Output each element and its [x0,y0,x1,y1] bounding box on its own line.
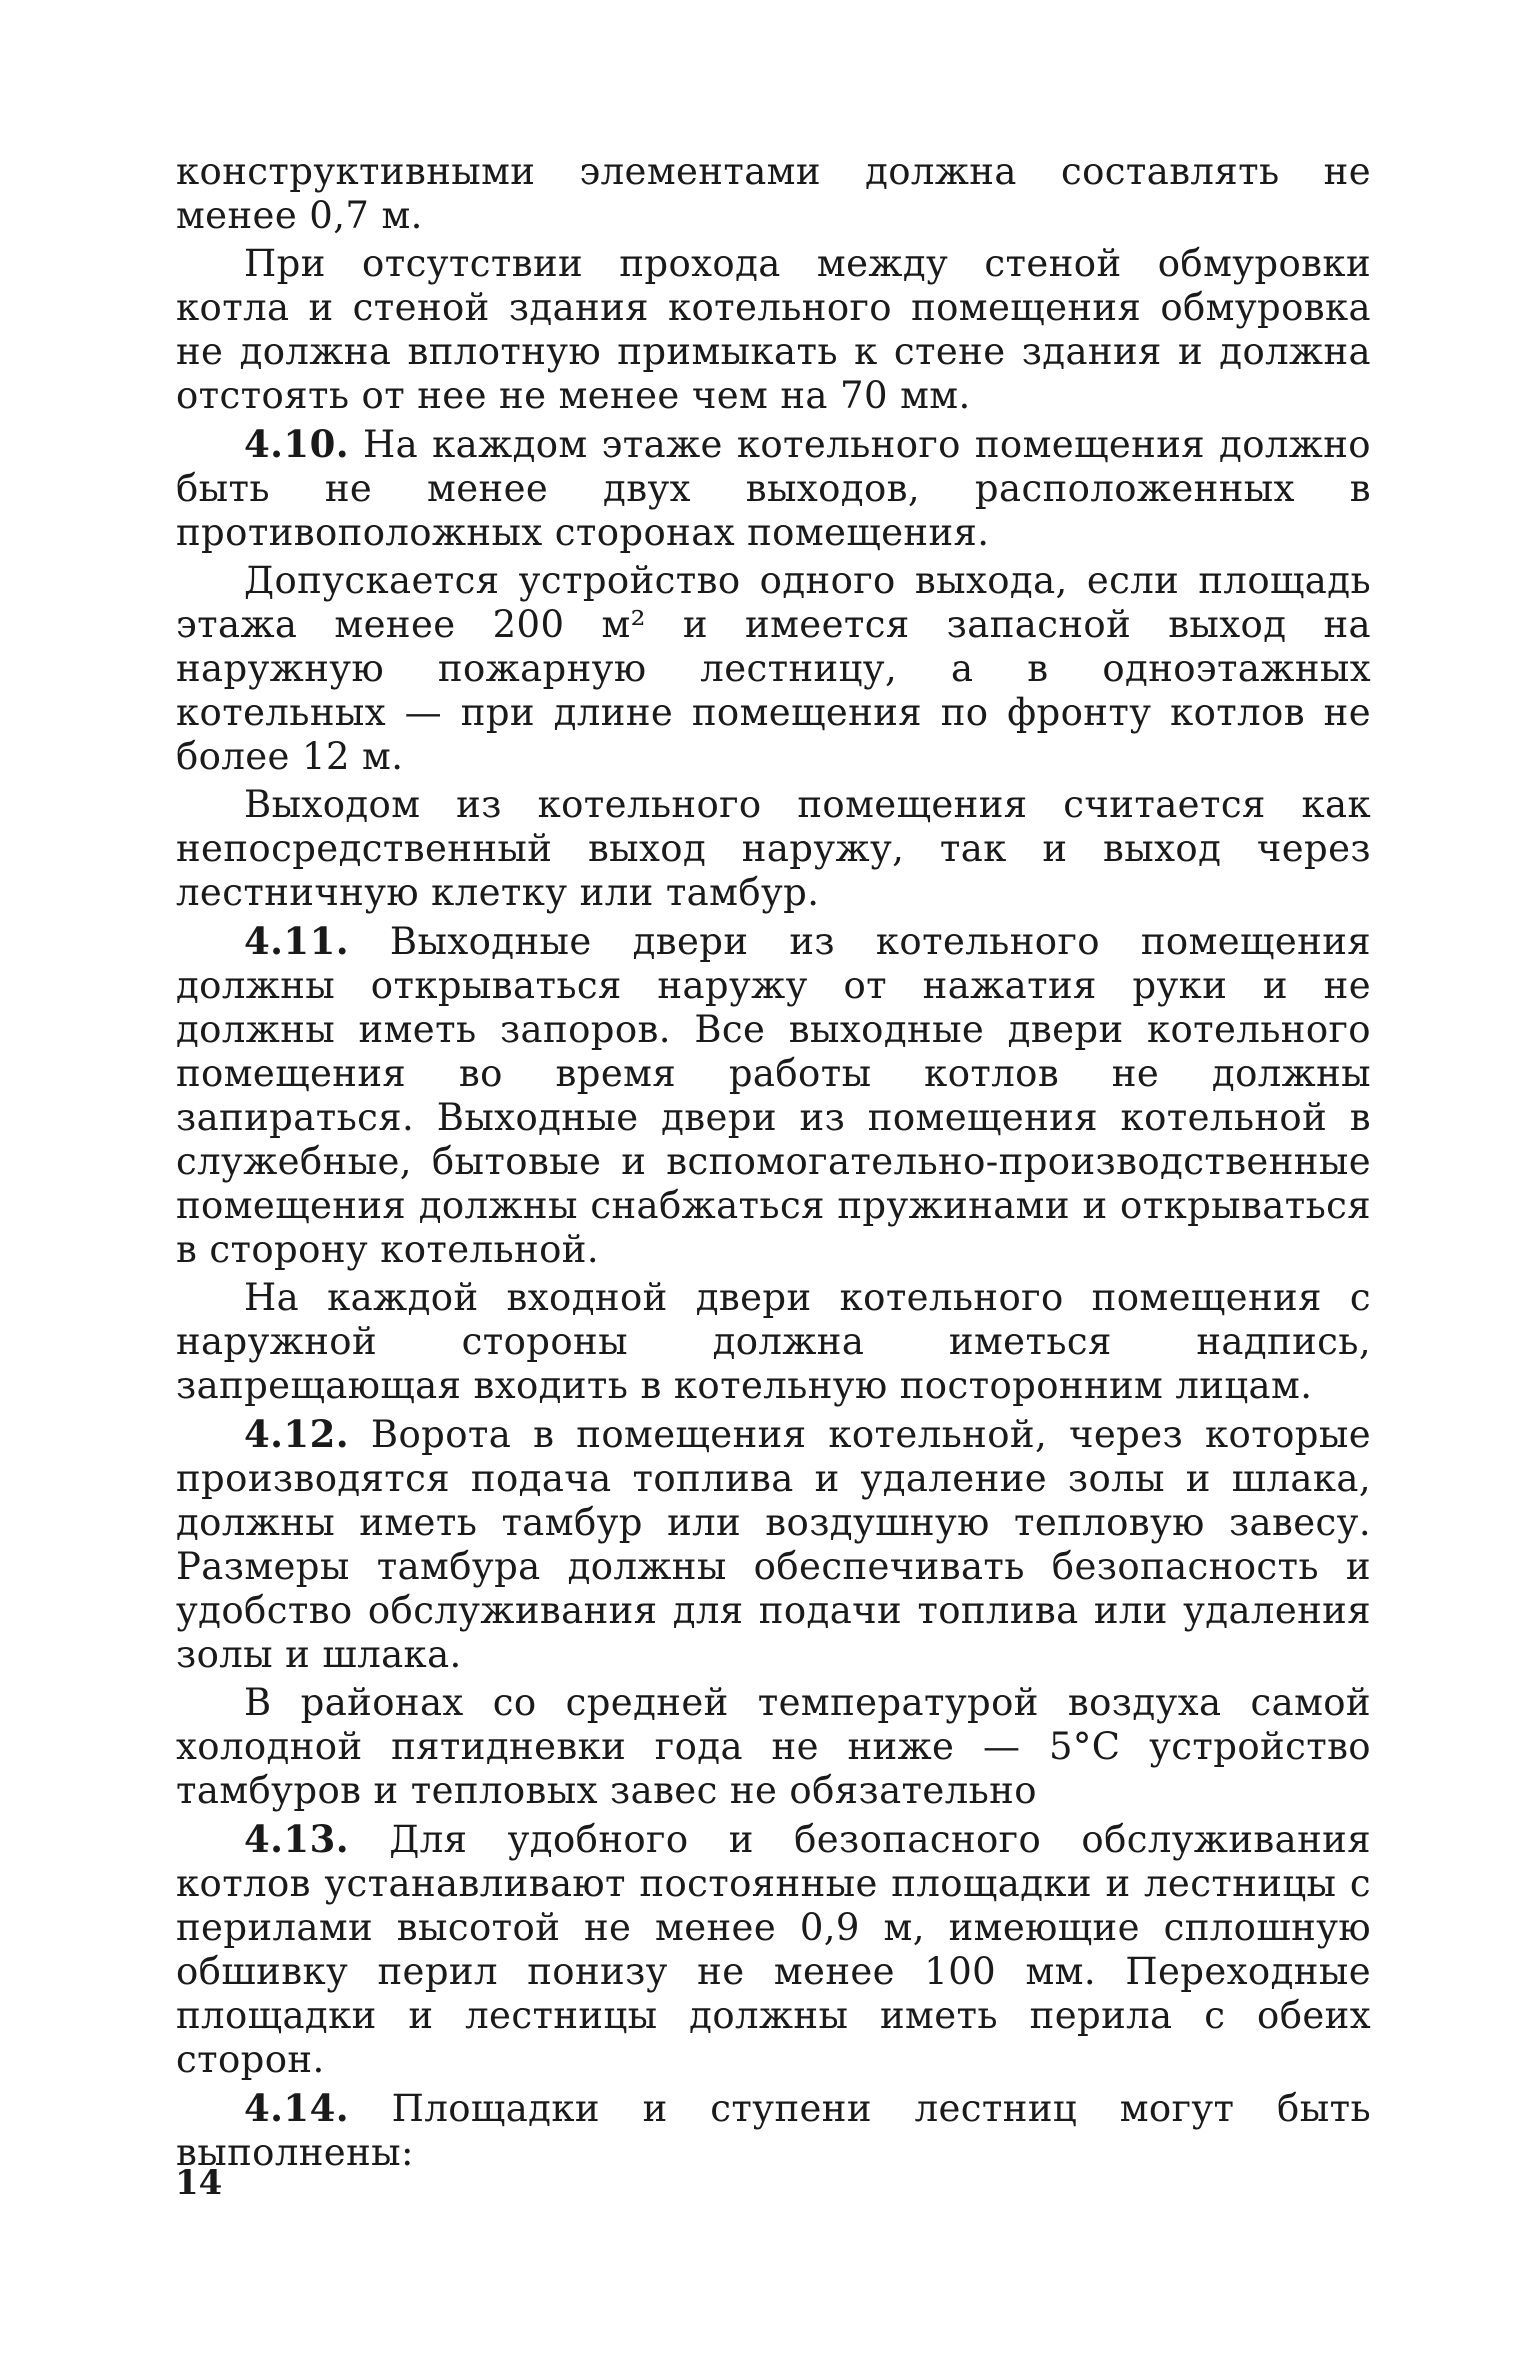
section-4-14 [176,2086,1371,2175]
page-number: 14 [175,2163,223,2203]
paragraph [176,1276,1371,1408]
section-4-13 [176,1817,1371,2082]
paragraph-text: Допускается устройство одного выхода, если площадь этажа менее 200 м² и имеется запасной выход на наружную пожарную лестницу, а в одноэтажных котельных — при длине помещения по фронту котлов не более 12 м. [176,559,1371,778]
paragraph [176,242,1371,418]
paragraph [176,559,1371,779]
paragraph-text: На каждой входной двери котельного помещения с наружной стороны должна иметься надпись, запрещающая входить в котельную посторонним лицам. [176,1276,1371,1407]
section-4-11 [176,919,1371,1272]
section-number: 4.12. [244,1412,349,1456]
paragraph-text: На каждом этаже котельного помещения должно быть не менее двух выходов, расположенных в противоположных сторонах помещения. [176,423,1371,554]
paragraph-text: При отсутствии прохода между стеной обмуровки котла и стеной здания котельного помещения обмуровка не должна вплотную примыкать к стене здания и должна отстоять от нее не менее чем на 70 мм. [176,242,1371,417]
paragraph-text: Ворота в помещения котельной, через которые производятся подача топлива и удаление золы и шлака, должны иметь тамбур или воздушную тепловую завесу. Размеры тамбура должны обеспечивать безопасность и удобство обслуживания для подачи топлива или удаления золы и шлака. [176,1413,1371,1676]
paragraph [176,783,1371,915]
section-number: 4.11. [244,919,349,963]
paragraph-text: Для удобного и безопасного обслуживания котлов устанавливают постоянные площадки и лестницы с перилами высотой не менее 0,9 м, имеющие сплошную обшивку перил понизу не менее 100 мм. Переходные площадки и лестницы должны иметь перила с обеих сторон. [176,1818,1371,2081]
paragraph [176,1681,1371,1813]
paragraph-text: Выходные двери из котельного помещения должны открываться наружу от нажатия руки и не должны иметь запоров. Все выходные двери котельного помещения во время работы котлов не должны запираться. Выходные двери из помещения котельной в служебные, бытовые и вспомогательно-производственные помещения должны снабжаться пружинами и открываться в сторону котельной. [176,920,1372,1271]
section-number: 4.13. [244,1817,349,1861]
section-number: 4.14. [244,2086,349,2130]
section-4-12 [176,1412,1371,1677]
section-number: 4.10. [244,422,349,466]
paragraph-text: Площадки и ступени лестниц могут быть выполнены: [176,2087,1371,2174]
section-4-10 [176,422,1371,555]
paragraph-text: конструктивными элементами должна составлять не менее 0,7 м. [176,150,1371,237]
page-body [176,150,1371,2179]
paragraph-continuation [176,150,1371,238]
paragraph-text: Выходом из котельного помещения считается как непосредственный выход наружу, так и выход через лестничную клетку или тамбур. [176,783,1371,914]
paragraph-text: В районах со средней температурой воздуха самой холодной пятидневки года не ниже — 5°С устройство тамбуров и тепловых завес не обязательно [176,1681,1371,1812]
